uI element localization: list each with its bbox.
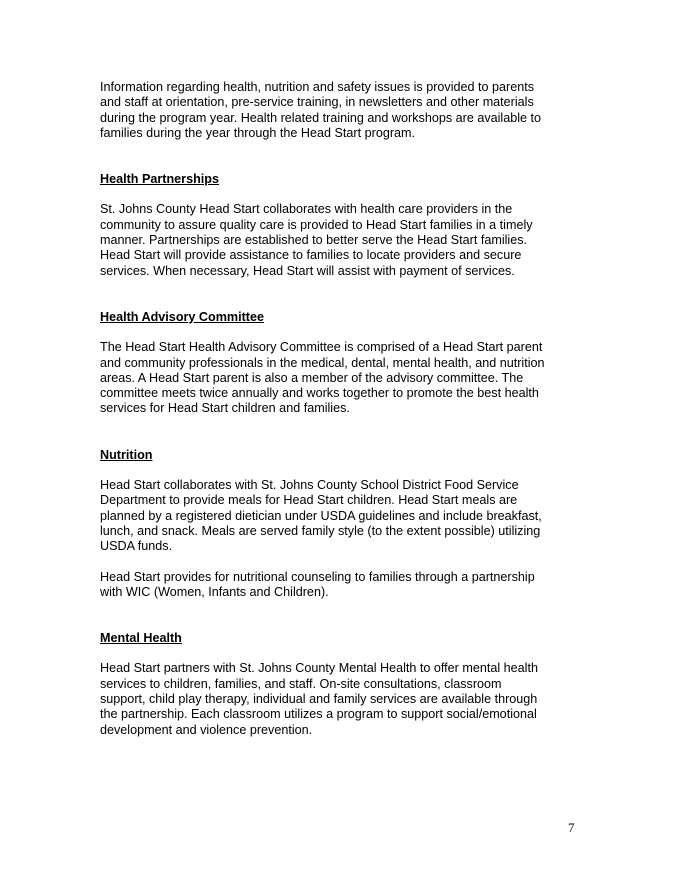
text-line: Head Start partners with St. Johns County Mental Health to offer mental health bbox=[100, 661, 538, 676]
mental-health-paragraph bbox=[100, 661, 580, 737]
spacer bbox=[100, 325, 580, 340]
text-line: services to children, families, and staff. On-site consultations, classroom bbox=[100, 676, 502, 691]
spacer bbox=[100, 187, 580, 202]
text-line: manner. Partnerships are established to better serve the Head Start families. bbox=[100, 233, 528, 248]
text-line: lunch, and snack. Meals are served family style (to the extent possible) utilizing bbox=[100, 523, 541, 538]
section-heading-nutrition: Nutrition bbox=[100, 447, 153, 462]
text-line: with WIC (Women, Infants and Children). bbox=[100, 584, 329, 599]
text-line: and community professionals in the medical, dental, mental health, and nutrition bbox=[100, 355, 545, 370]
health-partnerships-paragraph bbox=[100, 202, 580, 278]
nutrition-paragraph-counseling bbox=[100, 570, 580, 601]
text-line: St. Johns County Head Start collaborates with health care providers in the bbox=[100, 202, 513, 217]
text-line: Head Start collaborates with St. Johns County School District Food Service bbox=[100, 478, 519, 493]
intro-paragraph bbox=[100, 80, 580, 141]
spacer bbox=[100, 600, 580, 631]
section-heading-mental-health: Mental Health bbox=[100, 631, 182, 646]
text-line: families during the year through the Head Start program. bbox=[100, 125, 416, 140]
spacer bbox=[100, 555, 580, 570]
text-line: support, child play therapy, individual and family services are available through bbox=[100, 692, 538, 707]
text-line: services. When necessary, Head Start will assist with payment of services. bbox=[100, 263, 515, 278]
text-line: during the program year. Health related training and workshops are available to bbox=[100, 110, 542, 125]
text-line: committee meets twice annually and works together to promote the best health bbox=[100, 386, 539, 401]
text-line: the partnership. Each classroom utilizes a program to support social/emotional bbox=[100, 707, 537, 722]
nutrition-paragraph-meals bbox=[100, 478, 580, 554]
text-line: Head Start provides for nutritional counseling to families through a partnership bbox=[100, 569, 535, 584]
text-line: development and violence prevention. bbox=[100, 722, 313, 737]
text-line: services for Head Start children and families. bbox=[100, 401, 350, 416]
spacer bbox=[100, 646, 580, 661]
text-line: and staff at orientation, pre-service training, in newsletters and other materials bbox=[100, 95, 534, 110]
text-line: community to assure quality care is provided to Head Start families in a timely bbox=[100, 217, 533, 232]
spacer bbox=[100, 141, 580, 172]
section-heading-health-partnerships: Health Partnerships bbox=[100, 172, 219, 187]
text-line: USDA funds. bbox=[100, 539, 173, 554]
section-heading-health-advisory-committee: Health Advisory Committee bbox=[100, 309, 264, 324]
health-advisory-committee-paragraph bbox=[100, 340, 580, 416]
text-line: The Head Start Health Advisory Committee is comprised of a Head Start parent bbox=[100, 340, 543, 355]
spacer bbox=[100, 463, 580, 478]
text-line: Information regarding health, nutrition and safety issues is provided to parents bbox=[100, 80, 535, 94]
spacer bbox=[100, 417, 580, 448]
text-line: Head Start will provide assistance to families to locate providers and secure bbox=[100, 248, 522, 263]
page-number: 7 bbox=[568, 820, 575, 835]
page-content bbox=[100, 80, 580, 738]
text-line: areas. A Head Start parent is also a member of the advisory committee. The bbox=[100, 370, 524, 385]
spacer bbox=[100, 279, 580, 310]
text-line: planned by a registered dietician under USDA guidelines and include breakfast, bbox=[100, 508, 542, 523]
text-line: Department to provide meals for Head Start children. Head Start meals are bbox=[100, 493, 518, 508]
